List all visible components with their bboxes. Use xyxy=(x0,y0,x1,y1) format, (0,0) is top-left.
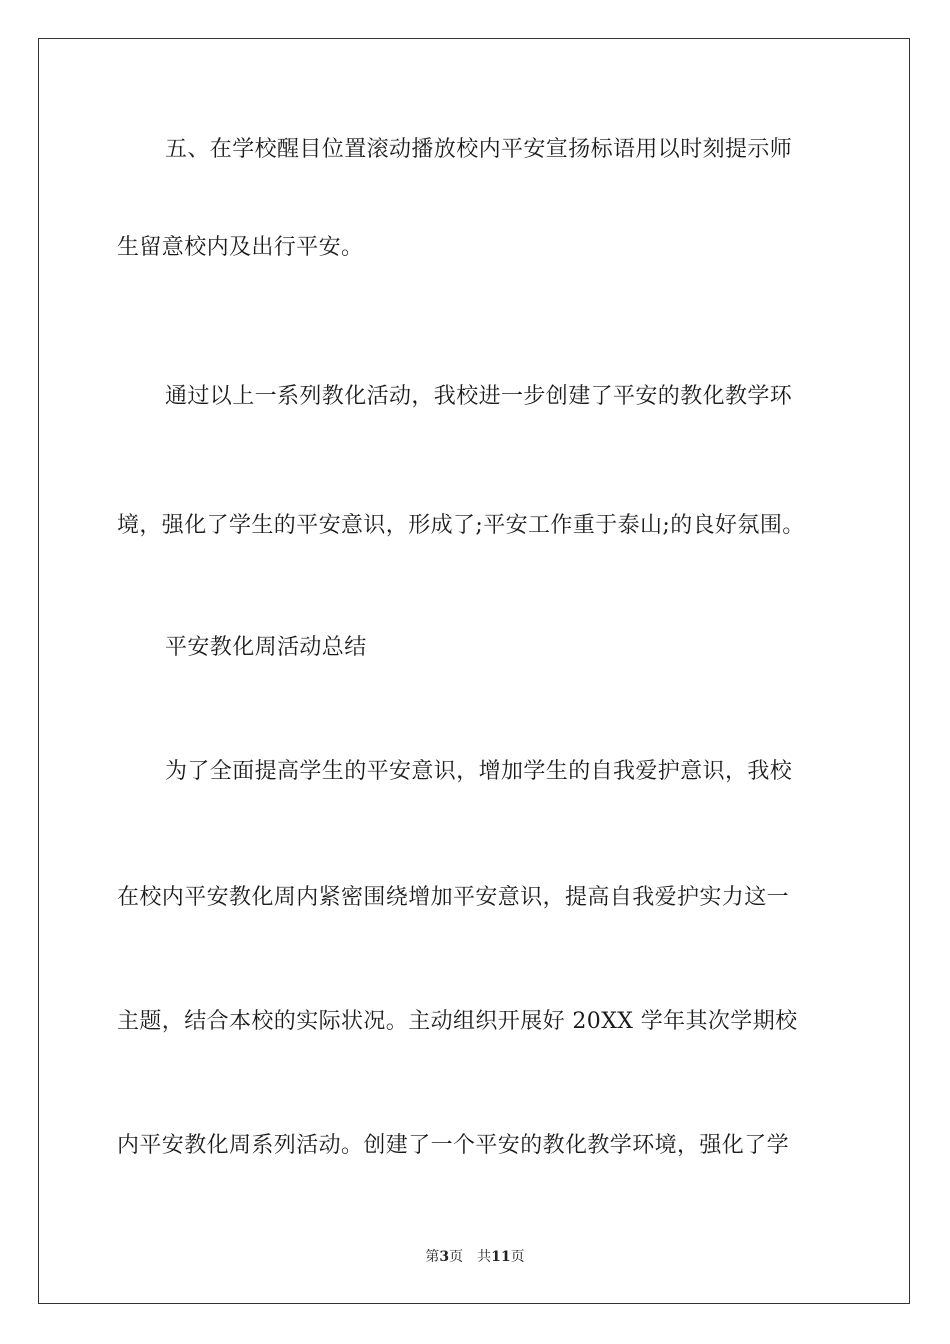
footer-total-prefix: 共 xyxy=(477,1249,492,1265)
page-border xyxy=(38,38,910,1304)
page-footer xyxy=(0,1246,950,1266)
body-line: 通过以上一系列教化活动，我校进一步创建了平安的教化教学环 xyxy=(165,384,793,409)
body-line: 内平安教化周系列活动。创建了一个平安的教化教学环境，强化了学 xyxy=(117,1133,790,1158)
footer-prefix: 第 xyxy=(425,1249,440,1265)
body-line: 主题，结合本校的实际状况。主动组织开展好 20XX 学年其次学期校 xyxy=(117,1009,798,1034)
body-line: 境，强化了学生的平安意识，形成了;平安工作重于泰山;的良好氛围。 xyxy=(117,513,805,538)
footer-total-suffix: 页 xyxy=(510,1249,525,1265)
body-line: 生留意校内及出行平安。 xyxy=(117,235,364,260)
footer-page-suffix: 页 xyxy=(449,1249,464,1265)
current-page-number: 3 xyxy=(439,1249,450,1265)
section-heading: 平安教化周活动总结 xyxy=(165,635,367,660)
body-line: 五、在学校醒目位置滚动播放校内平安宣扬标语用以时刻提示师 xyxy=(165,137,793,162)
body-line: 在校内平安教化周内紧密围绕增加平安意识，提高自我爱护实力这一 xyxy=(117,885,790,910)
total-page-number: 11 xyxy=(491,1249,511,1265)
body-line: 为了全面提高学生的平安意识，增加学生的自我爱护意识，我校 xyxy=(165,759,793,784)
